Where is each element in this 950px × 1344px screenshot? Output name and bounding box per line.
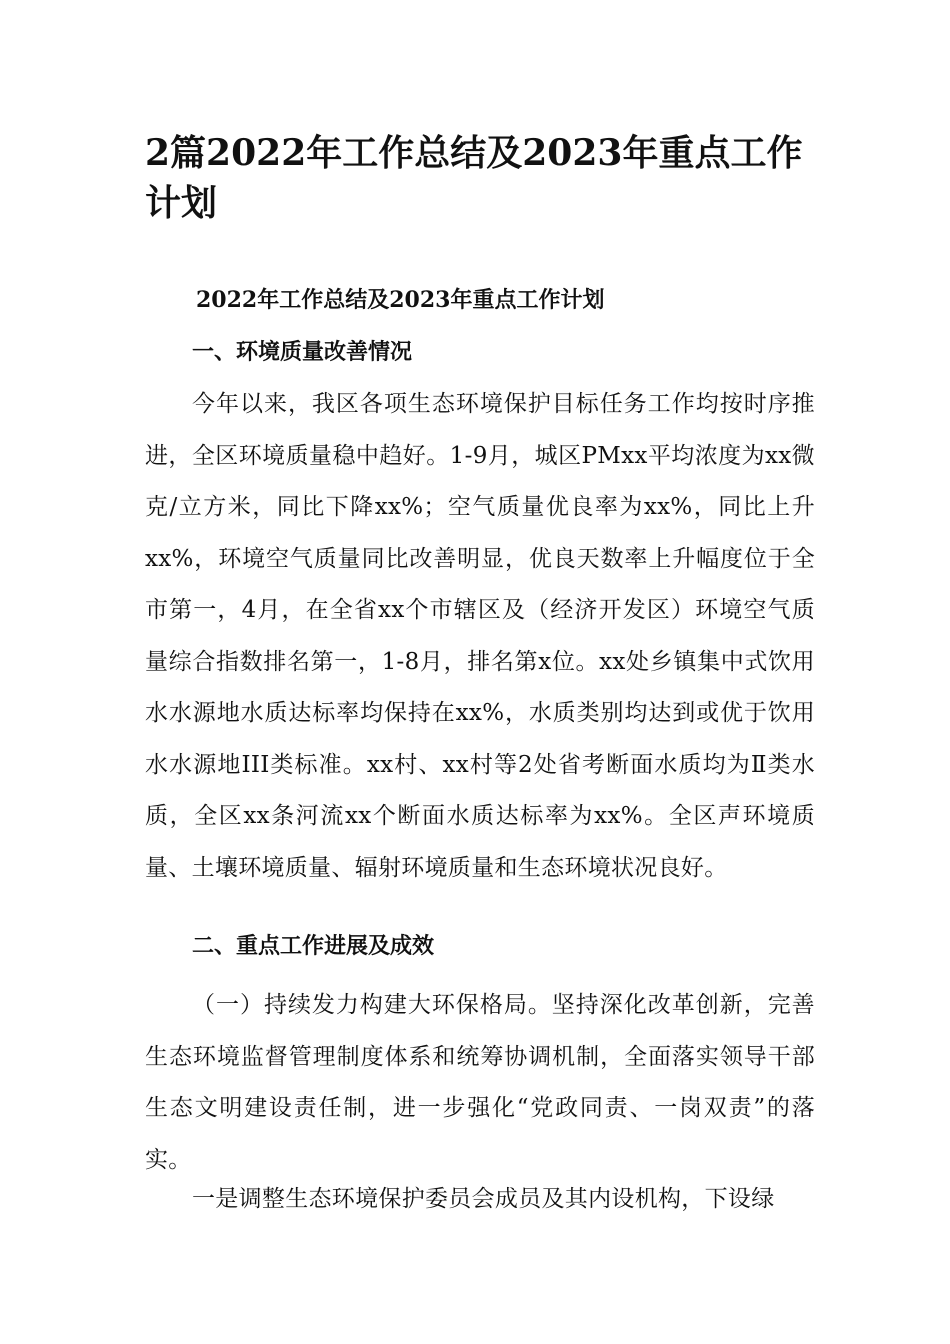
section-heading-key-work-progress: 二、重点工作进展及成效 (192, 933, 435, 959)
section-paragraph-committee-adjustment: 一是调整生态环境保护委员会成员及其内设机构，下设绿 (192, 1186, 775, 1212)
document-subtitle: 2022年工作总结及2023年重点工作计划 (196, 287, 605, 313)
section-paragraph-big-environmental-pattern: （一）持续发力构建大环保格局。坚持深化改革创新，完善生态环境监督管理制度体系和统筹协调机制，全面落实领导干部生态文明建设责任制，进一步强化“党政同责、一岗双责”的落实。 (145, 992, 815, 1173)
document-title: 2篇2022年工作总结及2023年重点工作计划 (145, 132, 803, 224)
section-paragraph-environment-quality: 今年以来，我区各项生态环境保护目标任务工作均按时序推进，全区环境质量稳中趋好。1-9月，城区PMxx平均浓度为xx微克/立方米，同比下降xx%；空气质量优良率为xx%，同比上升xx%，环境空气质量同比改善明显，优良天数率上升幅度位于全市第一，4月，在全省xx个市辖区及（经济开发区）环境空气质量综合指数排名第一，1-8月，排名第x位。xx处乡镇集中式饮用水水源地水质达标率均保持在xx%，水质类别均达到或优于饮用水水源地III类标准。xx村、xx村等2处省考断面水质均为Ⅱ类水质，全区xx条河流xx个断面水质达标率为xx%。全区声环境质量、土壤环境质量、辐射环境质量和生态环境状况良好。 (145, 391, 815, 881)
section-heading-environment-quality: 一、环境质量改善情况 (192, 339, 413, 365)
